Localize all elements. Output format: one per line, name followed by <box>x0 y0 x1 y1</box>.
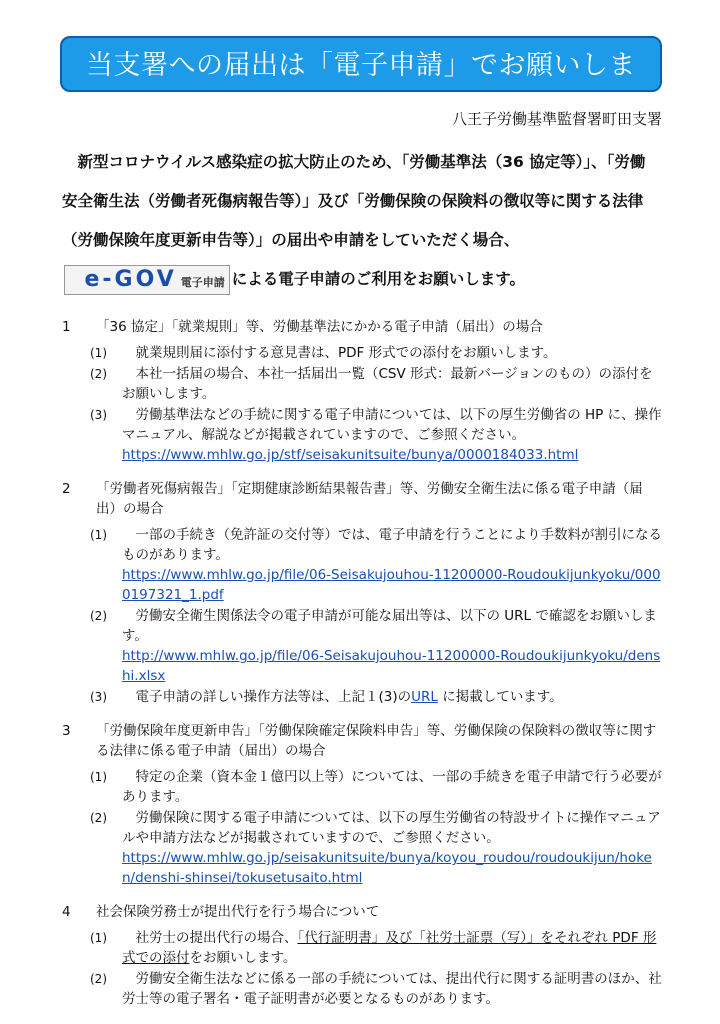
item-text: 特定の企業（資本金１億円以上等）については、一部の手続きを電子申請で行う必要があります。 <box>122 769 662 805</box>
list-item <box>62 364 662 404</box>
office-name: 八王子労働基準監督署町田支署 <box>451 110 662 128</box>
section-number: 3 <box>62 723 71 739</box>
list-item <box>62 405 662 465</box>
mhlw-link[interactable]: https://www.mhlw.go.jp/seisakunitsuite/bunya/koyou_roudou/roudoukijun/hoken/denshi-shinsei/tokusetusaito.html <box>122 850 652 886</box>
section-title: 社会保険労務士が提出代行を行う場合について <box>96 904 380 920</box>
item-number: (3) <box>90 690 107 704</box>
item-text <box>122 687 662 707</box>
intro-paragraph <box>62 143 658 299</box>
url-link[interactable]: URL <box>411 689 438 705</box>
item-text: 一部の手続き（免許証の交付等）では、電子申請を行うことにより手数料が割引になるものがあります。 <box>122 527 662 563</box>
item-number: (2) <box>90 609 107 623</box>
item-number: (2) <box>90 811 107 825</box>
egov-logo <box>64 265 230 295</box>
item-text-part: をお願いします。 <box>189 950 297 966</box>
section-title: 「労働保険年度更新申告」「労働保険確定保険料申告」等、労働保険の保険料の徴収等に関する法律に係る電子申請（届出）の場合 <box>96 723 657 759</box>
egov-logo-text: e-GOV <box>84 266 177 292</box>
list-item <box>62 767 662 807</box>
mhlw-link[interactable]: http://www.mhlw.go.jp/file/06-Seisakujouhou-11200000-Roudoukijunkyoku/denshi.xlsx <box>122 648 661 684</box>
item-text: 労働基準法などの手続に関する電子申請については、以下の厚生労働省の HP に、操作マニュアル、解説などが掲載されていますので、ご参照ください。 <box>122 407 662 443</box>
item-text-part: 社労士の提出代行の場合、 <box>135 930 298 946</box>
intro-text: 新型コロナウイルス感染症の拡大防止のため、「労働基準法（36 協定等）」、「労働安全衛生法（労働者死傷病報告等）」及び「労働保険の保険料の徴収等に関する法律（労働保険年度更新申告等）」の届出や申請をしていただく場合、 <box>62 153 646 249</box>
list-item <box>62 525 662 605</box>
list-item <box>62 606 662 686</box>
section-4 <box>62 902 662 1009</box>
item-text: 本社一括届の場合、本社一括届出一覧（CSV 形式：最新バージョンのもの）の添付をお願いします。 <box>122 366 653 402</box>
section-number: 1 <box>62 319 71 335</box>
item-text-part: に掲載しています。 <box>437 689 563 705</box>
page-banner: 当支署への届出は「電子申請」でお願いします。 <box>60 36 662 92</box>
item-number: (2) <box>90 367 107 381</box>
sections <box>62 317 662 1023</box>
section-number: 4 <box>62 904 71 920</box>
item-number: (1) <box>90 528 107 542</box>
item-text-part: 電子申請の詳しい操作方法等は、上記１(3)の <box>135 689 412 705</box>
section-1 <box>62 317 662 465</box>
item-number: (3) <box>90 408 107 422</box>
section-2 <box>62 479 662 707</box>
item-number: (1) <box>90 931 107 945</box>
item-number: (2) <box>90 972 107 986</box>
section-title: 「労働者死傷病報告」「定期健康診断結果報告書」等、労働安全衛生法に係る電子申請（届出）の場合 <box>96 481 643 517</box>
item-number: (1) <box>90 346 107 360</box>
underlined-text: 「代行証明書」及び「社労士証票（写）」をそれぞれ PDF 形式での添付 <box>122 930 657 966</box>
egov-logo-subtext: 電子申請 <box>180 275 225 289</box>
list-item <box>62 808 662 888</box>
item-number: (1) <box>90 770 107 784</box>
item-text <box>122 928 662 968</box>
item-text: 労働安全衛生関係法令の電子申請が可能な届出等は、以下の URL で確認をお願いします。 <box>122 608 657 644</box>
list-item <box>62 343 662 363</box>
section-number: 2 <box>62 481 71 497</box>
mhlw-link[interactable]: https://www.mhlw.go.jp/file/06-Seisakujouhou-11200000-Roudoukijunkyoku/0000197321_1.pdf <box>122 567 661 603</box>
section-title: 「36 協定」「就業規則」等、労働基準法にかかる電子申請（届出）の場合 <box>96 319 543 335</box>
item-text: 労働保険に関する電子申請については、以下の厚生労働省の特設サイトに操作マニュアルや申請方法などが掲載されていますので、ご参照ください。 <box>122 810 661 846</box>
list-item <box>62 969 662 1009</box>
item-text: 労働安全衛生法などに係る一部の手続については、提出代行に関する証明書のほか、社労士等の電子署名・電子証明書が必要となるものがあります。 <box>122 971 662 1007</box>
mhlw-link[interactable]: https://www.mhlw.go.jp/stf/seisakunitsuite/bunya/0000184033.html <box>122 447 579 463</box>
section-3 <box>62 721 662 888</box>
list-item <box>62 687 662 707</box>
intro-text-end: による電子申請のご利用をお願いします。 <box>231 270 526 288</box>
list-item <box>62 928 662 968</box>
item-text: 就業規則届に添付する意見書は、PDF 形式での添付をお願いします。 <box>135 345 557 361</box>
